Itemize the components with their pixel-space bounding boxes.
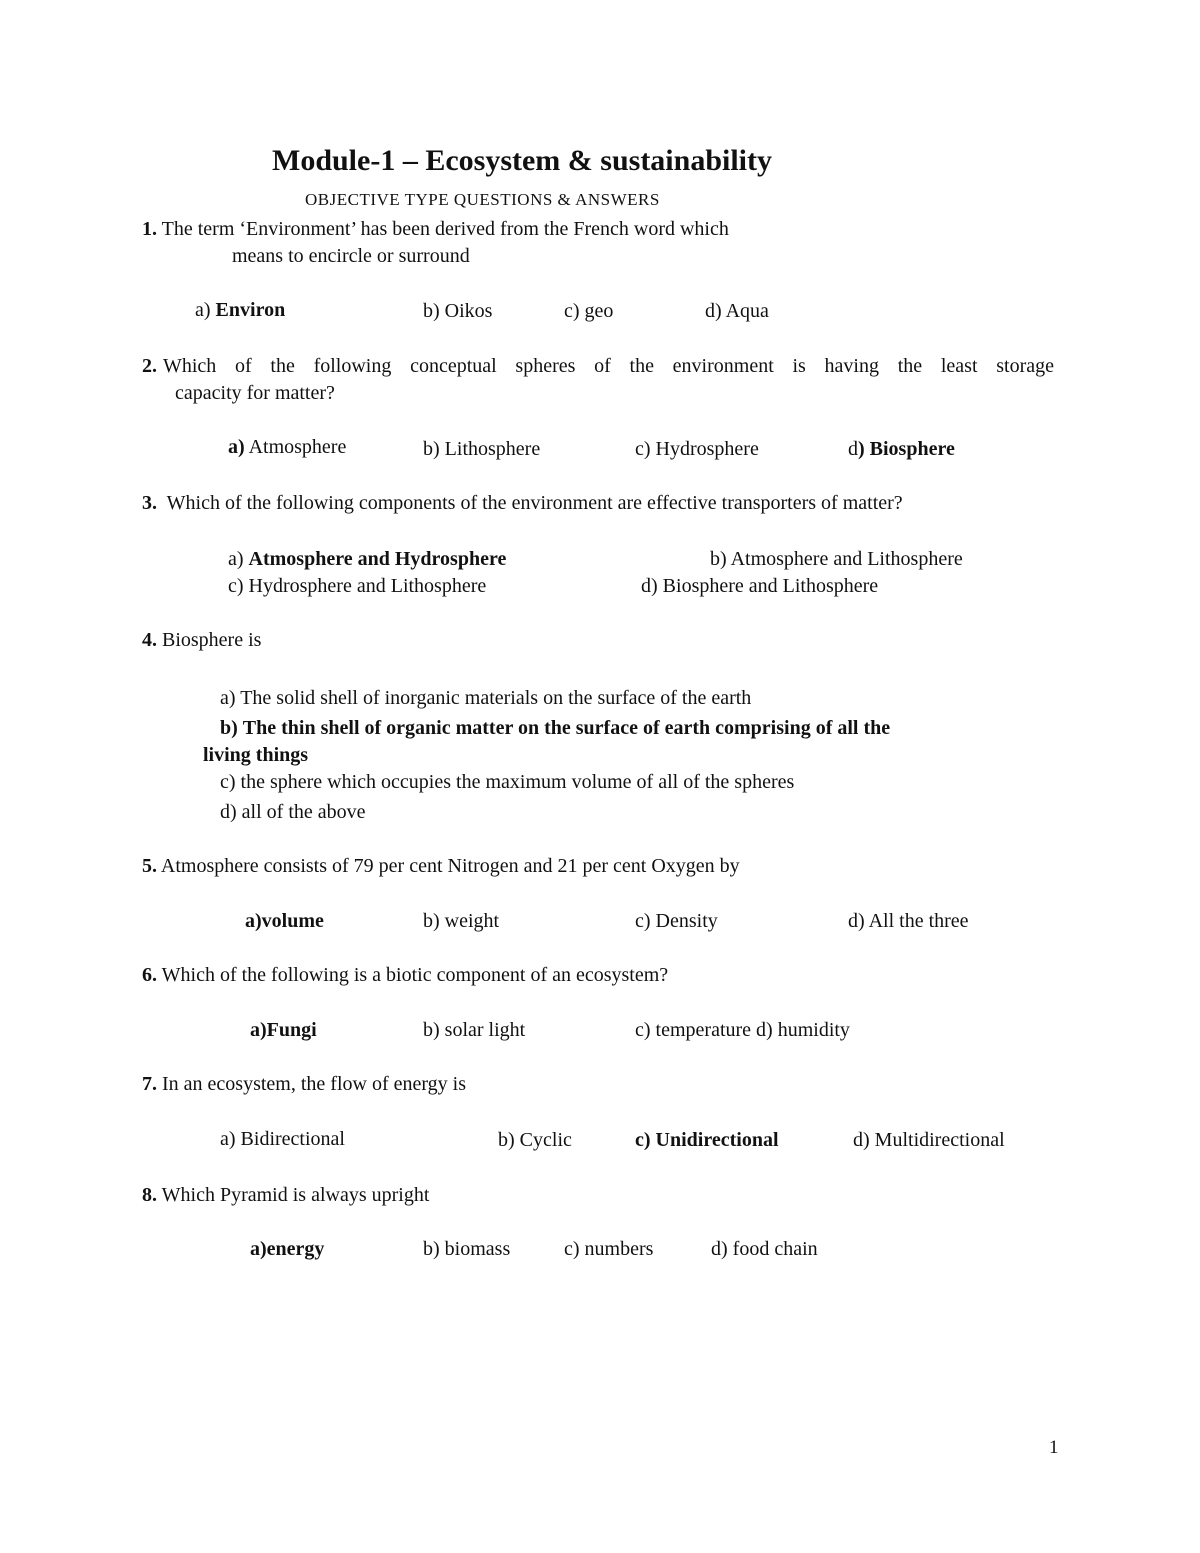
question-number: 1. xyxy=(142,218,157,240)
question-number: 5. xyxy=(142,855,157,877)
q4-option-a: a) The solid shell of inorganic materials on the surface of the earth xyxy=(220,687,752,709)
q7-option-d: d) Multidirectional xyxy=(853,1129,1005,1151)
question-text: In an ecosystem, the flow of energy is xyxy=(162,1073,466,1095)
q1-option-b: b) Oikos xyxy=(423,300,493,322)
question-3 xyxy=(142,491,903,515)
q3-option-b: b) Atmosphere and Lithosphere xyxy=(710,548,963,570)
q1-option-d: d) Aqua xyxy=(705,300,769,322)
question-6 xyxy=(142,963,668,987)
q2-option-c: c) Hydrosphere xyxy=(635,438,759,460)
question-number: 2. xyxy=(142,355,157,377)
q4-option-d: d) all of the above xyxy=(220,801,366,823)
q4-option-b-continued: living things xyxy=(203,744,309,766)
q2-option-a: a) Atmosphere xyxy=(228,436,347,458)
q3-option-d: d) Biosphere and Lithosphere xyxy=(641,575,879,597)
question-4 xyxy=(142,628,261,652)
question-number: 8. xyxy=(142,1184,157,1206)
q7-option-b: b) Cyclic xyxy=(498,1129,572,1151)
q7-option-c: c) Unidirectional xyxy=(635,1129,779,1151)
question-text: Which of the following conceptual spheres of the environment is having the least storage xyxy=(163,355,1054,377)
q5-option-d: d) All the three xyxy=(848,910,969,932)
question-text: Which Pyramid is always upright xyxy=(161,1184,430,1206)
q7-option-a: a) Bidirectional xyxy=(220,1128,345,1150)
question-text: The term ‘Environment’ has been derived from the French word which xyxy=(161,218,729,240)
page-number: 1 xyxy=(1049,1437,1059,1458)
q4-option-c: c) the sphere which occupies the maximum volume of all of the spheres xyxy=(220,771,795,793)
question-8 xyxy=(142,1183,429,1207)
q6-option-a: a)Fungi xyxy=(250,1019,317,1041)
question-number: 6. xyxy=(142,964,157,986)
question-number: 4. xyxy=(142,629,157,651)
q5-option-b: b) weight xyxy=(423,910,500,932)
question-text: Which of the following is a biotic component of an ecosystem? xyxy=(161,964,669,986)
q8-option-a: a)energy xyxy=(250,1238,325,1260)
question-text: Atmosphere consists of 79 per cent Nitrogen and 21 per cent Oxygen by xyxy=(160,855,740,877)
question-5 xyxy=(142,854,740,878)
question-text: Which of the following components of the environment are effective transporters of matter? xyxy=(166,492,903,514)
q8-option-b: b) biomass xyxy=(423,1238,511,1260)
question-number: 3. xyxy=(142,492,157,514)
question-2 xyxy=(142,354,1054,378)
q3-option-c: c) Hydrosphere and Lithosphere xyxy=(228,575,487,597)
q1-option-a: a) Environ xyxy=(195,299,286,321)
q5-option-c: c) Density xyxy=(635,910,718,932)
q1-option-c: c) geo xyxy=(564,300,614,322)
question-number: 7. xyxy=(142,1073,157,1095)
q5-option-a: a)volume xyxy=(245,910,324,932)
q4-option-b: b) The thin shell of organic matter on the surface of earth comprising of all the xyxy=(220,717,891,739)
q8-option-c: c) numbers xyxy=(564,1238,654,1260)
q8-option-d: d) food chain xyxy=(711,1238,818,1260)
question-2-text-continued: capacity for matter? xyxy=(175,382,335,404)
q6-option-c: c) temperature d) humidity xyxy=(635,1019,850,1041)
question-text: Biosphere is xyxy=(162,629,262,651)
q2-option-d: d) Biosphere xyxy=(848,438,955,460)
question-1-text-continued: means to encircle or surround xyxy=(232,245,470,267)
page-subtitle: OBJECTIVE TYPE QUESTIONS & ANSWERS xyxy=(305,190,660,209)
page-title: Module-1 – Ecosystem & sustainability xyxy=(272,144,773,177)
q3-option-a: a) Atmosphere and Hydrosphere xyxy=(228,548,507,570)
q2-option-b: b) Lithosphere xyxy=(423,438,541,460)
q6-option-b: b) solar light xyxy=(423,1019,526,1041)
question-1 xyxy=(142,217,729,241)
question-7 xyxy=(142,1072,466,1096)
